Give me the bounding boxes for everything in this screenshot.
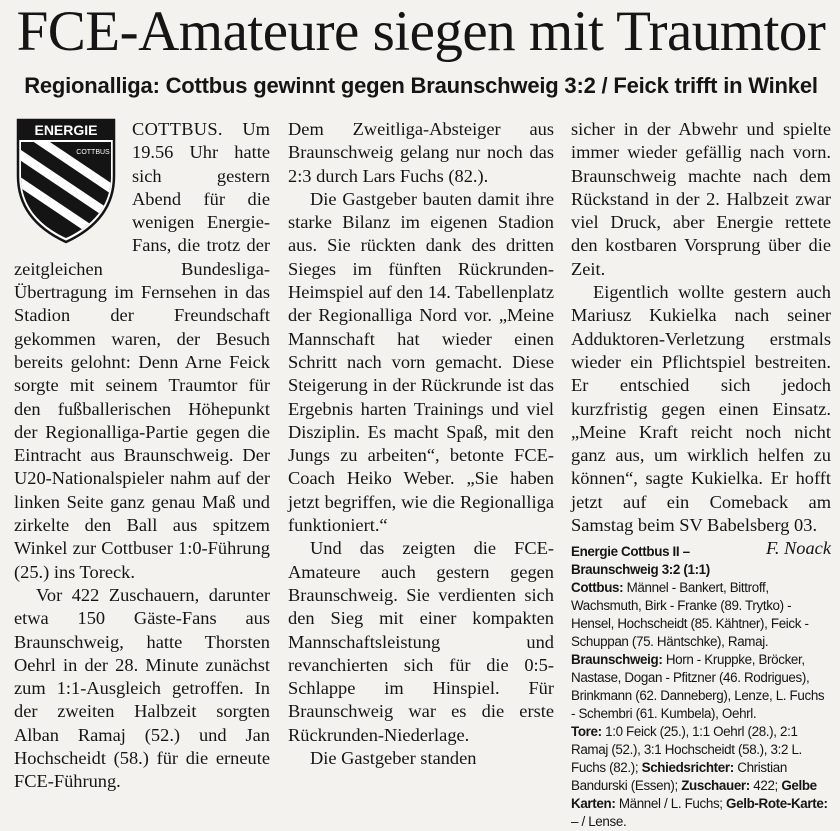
stats-label: Tore: xyxy=(571,724,602,740)
paragraph: sicher in der Abwehr und spielte immer wieder gefällig nach vorn. Braunschweig machte nach dem Rückstand in der 2. Halbzeit zwar viel Druck, aber Energie rettete den kostbaren Vorsprung über die Zeit. xyxy=(571,119,831,279)
article-column-3 xyxy=(571,118,831,831)
stats-label: Zuschauer: xyxy=(681,778,750,794)
match-result: Energie Cottbus II – Braunschweig 3:2 (1:1) xyxy=(571,544,710,578)
logo-text-badge: COTTBUS xyxy=(76,149,110,156)
article-column-2 xyxy=(288,118,554,770)
stats-label: Cottbus: xyxy=(571,580,624,596)
stats-label: Schiedsrichter: xyxy=(641,760,734,776)
yellow-cards: Männel / L. Fuchs; xyxy=(618,796,723,812)
attendance: 422; xyxy=(753,778,778,794)
paragraph: Und das zeigten die FCE-Amateure auch gestern gegen Braunschweig. Sie verdienten sich den Sieg mit einer kompakten Mannschaftsleistung und revanchierten sich für die 0:5-Schlappe im Hinspiel. Für Braunschweig war es die erste Rückrunden-Niederlage. xyxy=(288,538,554,745)
dateline: COTTBUS. xyxy=(132,119,223,139)
paragraph-text: Um 19.56 Uhr hatte sich gestern Abend für die wenigen Energie-Fans, die trotz der zeitgleichen Bundesliga-Übertragung im Fernsehen in das Stadion der Freundschaft gekommen waren, der Besuch bereits gelohnt: Denn Arne Feick sorgte mit seinem Traumtor für den fußballerischen Höhepunkt der Regionalliga-Partie gegen die Eintracht aus Braunschweig. Der U20-Nationalspieler nahm auf der linken Seite ganz genau Maß und zirkelte den Ball aus spitzem Winkel zur Cottbuser 1:0-Führung (25.) ins Toreck. xyxy=(14,119,270,582)
paragraph: Die Gastgeber bauten damit ihre starke Bilanz im eigenen Stadion aus. Sie rückten dank des dritten Sieges im fünften Rückrunden-Heimspiel auf den 14. Tabellenplatz der Regionalliga Nord vor. „Meine Mannschaft hat wieder einen Schritt nach vorn gemacht. Diese Steigerung in der Rückrunde ist das Ergebnis harten Trainings und viel Disziplin. Es macht Spaß, mit den Jungs zu arbeiten“, betonte FCE-Coach Heiko Weber. „Sie haben jetzt begriffen, wie die Regionalliga funktioniert.“ xyxy=(288,188,554,536)
paragraph xyxy=(571,281,831,559)
paragraph: Dem Zweitliga-Absteiger aus Braunschweig gelang nur noch das 2:3 durch Lars Fuchs (82.). xyxy=(288,119,554,186)
stats-label: Braunschweig: xyxy=(571,652,663,668)
yellow-red-cards: – / Lense. xyxy=(571,814,627,830)
paragraph-text: Eigentlich wollte gestern auch Mariusz Kukielka nach seiner Adduktoren-Verletzung erstmals wieder ein Pflichtspiel bestreiten. Er entschied sich jedoch kurzfristig gegen einen Einsatz. „Meine Kraft reicht noch nicht ganz aus, um wirklich helfen zu können“, sagte Kukielka. Er hofft jetzt auf ein Comeback am Samstag beim SV Babelsberg 03. xyxy=(571,282,831,536)
author: F. Noack xyxy=(765,538,831,559)
bleed-through-left xyxy=(0,0,10,771)
paragraph: Die Gastgeber standen xyxy=(310,748,477,769)
lineup-braunschweig: Horn - Kruppke, Bröcker, Nastase, Dogan - Pfitzner (46. Rodrigues), Brinkmann (62. Danneberg), Lenze, L. Fuchs - Schembri (61. Kumbela), Oehrl. xyxy=(571,652,825,722)
stats-label: Gelb-Rote-Karte: xyxy=(726,796,828,812)
referee: Christian Bandurski (Essen); xyxy=(571,760,787,794)
subheadline: Regionalliga: Cottbus gewinnt gegen Braunschweig 3:2 / Feick trifft in Winkel xyxy=(24,73,818,98)
bleed-through-right xyxy=(830,0,840,771)
match-statistics xyxy=(571,543,831,831)
energie-cottbus-logo xyxy=(14,118,118,244)
headline: FCE-Amateure siegen mit Traumtor xyxy=(16,0,826,63)
article-column-1 xyxy=(14,118,270,794)
stats-label: Gelbe Karten: xyxy=(571,778,817,812)
lineup-cottbus: Männel - Bankert, Bittroff, Wachsmuth, Birk - Franke (89. Trytko) - Hensel, Hochscheidt (85. Kähtner), Feick - Schuppan (75. Häntschke), Ramaj. xyxy=(571,580,809,650)
logo-text-top: ENERGIE xyxy=(34,122,98,138)
paragraph: Vor 422 Zuschauern, darunter etwa 150 Gäste-Fans aus Braunschweig, hatte Thorsten Oehrl in der 28. Minute zunächst zum 1:1-Ausgleich getroffen. In der zweiten Halbzeit sorgten Alban Ramaj (52.) und Jan Hochscheidt (58.) für die erneute FCE-Führung. xyxy=(14,584,270,792)
goals: 1:0 Feick (25.), 1:1 Oehrl (28.), 2:1 Ramaj (52.), 3:1 Hochscheidt (58.), 3:2 L. Fuchs (82.); xyxy=(571,724,802,776)
